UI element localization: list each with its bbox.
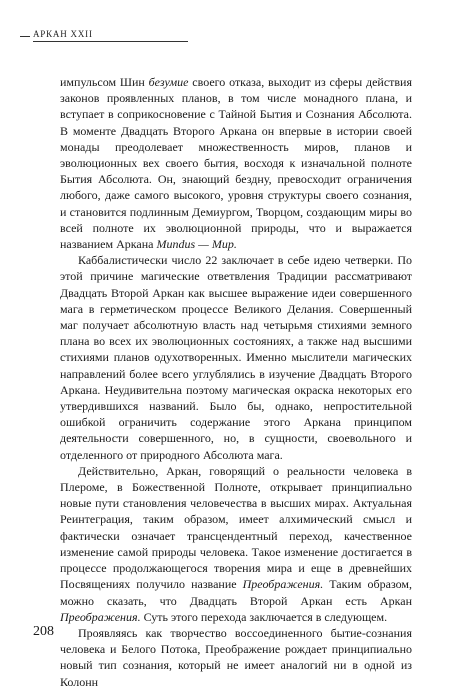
header-rule — [33, 41, 188, 42]
text-run: Действительно, Аркан, говорящий о реальности человека в Плероме, в Божественной Полноте, открывает принципиально новые пути становления человечества в высших мирах. Актуальная Реинтеграция, таким образом, имеет алхимический смысл и фактически означает трансцендентный переход, качественное изменение самой природы человека. Такое изменение достигается в процессе продолжающегося творения мира и еще в древнейших Посвящениях получило название — [60, 463, 412, 592]
text-run: Суть этого перехода заключается в следующем. — [140, 609, 388, 624]
paragraph-1 — [60, 74, 412, 252]
italic-run: Преображения. — [242, 577, 324, 592]
paragraph-3 — [60, 463, 412, 625]
text-run: своего отказа, выходит из сферы действия законов проявленных планов, в том числе монадного плана, и вступает в соприкосновение с Тайной Бытия и Сознания Абсолюта. В моменте Двадцать Второго Аркана он впервые в истории своей монады преодолевает множественность миров, планов и эволюционных вех своего бытия, восходя к изначальной полноте Бытия Абсолюта. Он, знающий бездну, превосходит ограничения любого, даже самого высокого, уровня структуры своего сознания, и становится подлинным Демиургом, Творцом, создающим миры во всей полноте их эволюционной природы, что и выражается названием Аркана — [60, 75, 412, 252]
body-text — [60, 74, 412, 690]
paragraph-4 — [60, 625, 412, 690]
page-number: 208 — [33, 624, 54, 639]
text-run: Таким образом, можно сказать, что Двадцать Второй Аркан есть Аркан — [60, 577, 412, 608]
text-run: импульсом Шин — [60, 75, 149, 89]
header-rule-short — [20, 36, 30, 37]
italic-run: Преображения. — [60, 609, 141, 624]
italic-run: безумие — [148, 75, 189, 89]
paragraph-2 — [60, 252, 412, 463]
text-run: Проявляясь как творчество воссоединенного бытие-сознания человека и Белого Потока, Преображение рождает принципиально новый тип сознания, который не имеет аналогий ни в одной из Колонн — [60, 625, 412, 689]
italic-run: Mundus — Мир. — [156, 237, 237, 252]
text-run: Каббалистически число 22 заключает в себе идею четверки. По этой причине магические ответвления Традиции рассматривают Двадцать Второй Аркан как высшее выражение идеи совершенного мага в герметическом процессе Великого Делания. Совершенный маг получает абсолютную власть над четырьмя стихиями земного плана во всех их эволюционных состояниях, а также над высшими стихиями планов одухотворенных. Именно мыслители магических направлений более всего углублялись в изучение Двадцать Второго Аркана. Неудивительна поэтому магическая окраска некоторых его утвердившихся названий. Было бы, однако, непростительной ошибкой ограничить содержание этого Аркана принципом деятельности совершенного, но, в сущности, своевольного и отделенного от природного Абсолюта мага. — [60, 253, 412, 462]
running-head: АРКАН XXII — [33, 29, 93, 39]
